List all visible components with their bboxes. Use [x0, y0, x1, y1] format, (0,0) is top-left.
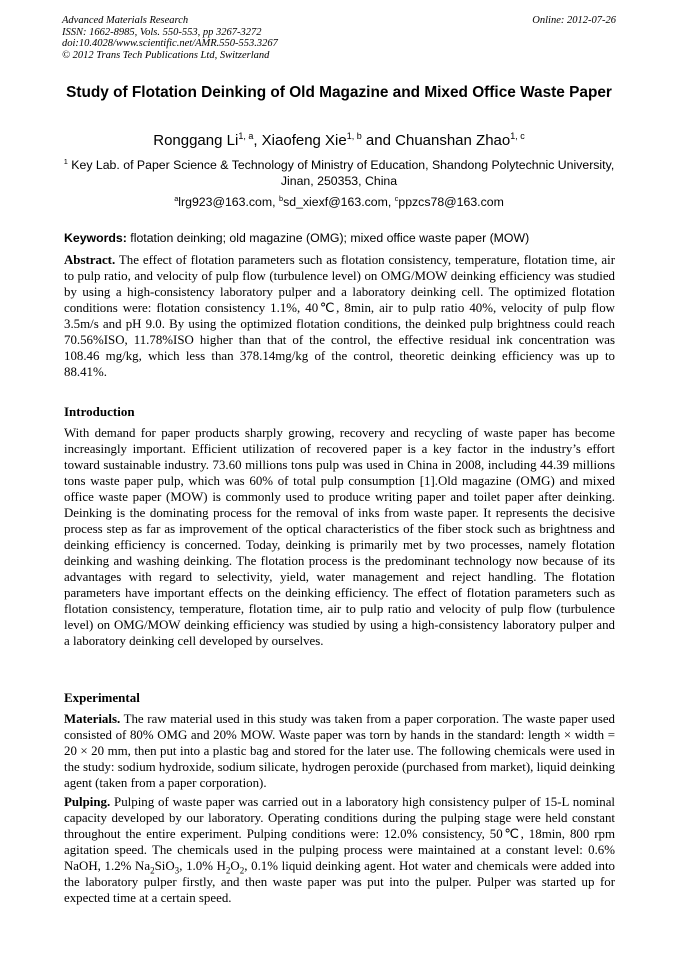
affiliation-text: Key Lab. of Paper Science & Technology of Ministry of Education, Shandong Polytechnic University, Jinan, 250353, China [67, 158, 615, 188]
doi-line: doi:10.4028/www.scientific.net/AMR.550-553.3267 [62, 38, 278, 49]
introduction-text: With demand for paper products sharply growing, recovery and recycling of waste paper has become increasingly important. Efficient utilization of recovered paper is a key factor in the industry’s effort toward sustainable industry. 73.60 millions tons pulp was used in China in 2008, including 44.39 millions tons waste paper pulp, which was 60% of total pulp consumption [1].Old magazine (OMG) and mixed office waste paper (MOW) is commonly used to produce writing paper and toilet paper after deinking. Deinking is the dominating process for the removal of inks from waste paper. It represents the decisive process step as far as improvement of the optical characteristics of the fiber stock such as brightness and deinking efficiency is concerned. Today, deinking is primarily met by two processes, namely flotation deinking and washing deinking. The flotation process is the predominant technology now because of its advantages with regard to selectivity, yield, water management and reject handling. The flotation parameters have important effects on the deinking efficiency. The effect of flotation parameters such as flotation consistency, temperature, flotation time, air to pulp ratio and velocity of pulp flow (turbulence level) on OMG/MOW deinking efficiency was studied by using a high-consistency laboratory pulper and a laboratory deinking cell developed by ourselves. [64, 426, 615, 648]
pulping-paragraph [64, 794, 615, 906]
pulping-label: Pulping. [64, 795, 111, 809]
author-name: Ronggang Li [153, 132, 239, 149]
abstract [64, 252, 615, 380]
journal-name: Advanced Materials Research [62, 15, 189, 26]
author-name: Xiaofeng Xie [261, 132, 347, 149]
keywords-label: Keywords: [64, 231, 127, 245]
email-sup: c [394, 193, 399, 203]
email-link[interactable]: sd_xiexf@163.com, [283, 195, 395, 209]
paper-title: Study of Flotation Deinking of Old Magazine and Mixed Office Waste Paper [66, 84, 612, 101]
online-date: Online: 2012-07-26 [532, 15, 616, 26]
email-link[interactable]: ppzcs78@163.com [398, 195, 504, 209]
author-sup: 1, b [346, 131, 362, 141]
email-sup: b [278, 193, 284, 203]
formula-part: , 1.0% H [179, 859, 226, 873]
formula-subscript: 3 [174, 865, 180, 876]
pulping-text: , 0.1% liquid deinking agent. Hot water and chemicals were added into the laboratory pulper firstly, and then waste paper was put into the pulper. Pulper was started up for expected time at a certain speed. [64, 859, 615, 905]
author-separator: , [253, 132, 262, 149]
keywords [64, 230, 616, 246]
formula-part: SiO [154, 859, 175, 873]
email-sup: a [174, 193, 179, 203]
abstract-label: Abstract. [64, 253, 116, 267]
abstract-text: The effect of flotation parameters such as flotation consistency, temperature, flotation time, air to pulp ratio, and velocity of pulp flow (turbulence level) on OMG/MOW deinking efficiency was studied by using a high-consistency laboratory pulper and a laboratory deinking cell. The optimized flotation conditions were: flotation consistency 1.1%, 40℃, 8min, air to pulp ratio 40%, velocity of pulp flow 3.5m/s and pH 9.0. By using the optimized flotation conditions, the deinked pulp brightness could reach 70.56%ISO, 11.78%ISO higher than that of the control, the effective residual ink concentration was 108.46 mg/kg, which less than 378.14mg/kg of the control, theoretic deinking efficiency was up to 88.41%. [64, 253, 615, 379]
formula-subscript: 2 [225, 865, 231, 876]
author-name: Chuanshan Zhao [395, 132, 511, 149]
introduction-heading: Introduction [64, 404, 135, 419]
affiliation [62, 157, 616, 189]
formula-subscript: 2 [150, 865, 155, 876]
email-link[interactable]: lrg923@163.com, [178, 195, 279, 209]
formula-subscript: 2 [239, 865, 245, 876]
materials-label: Materials. [64, 712, 121, 726]
author-separator: and [361, 132, 396, 149]
journal-header [62, 15, 616, 61]
pulping-text: Pulping of waste paper was carried out in a laboratory high consistency pulper of 15-L nominal capacity developed by our laboratory. Operating conditions during the pulping stage were held constant throughout the entire experiment. Pulping conditions were: 12.0% consistency, 50℃, 18min, 800 rpm agitation speed. The chemicals used in the pulping process were maintained at a constant level: 0.6% NaOH, 1.2% Na [64, 795, 615, 873]
formula-part: O [230, 859, 240, 873]
materials-paragraph [64, 711, 615, 791]
affiliation-sup: 1 [63, 156, 68, 166]
materials-text: The raw material used in this study was taken from a paper corporation. The waste paper used consisted of 80% OMG and 20% MOW. Waste paper was torn by hands in the standard: length × width = 20 × 20 mm, then put into a plastic bag and stored for the later use. The following chemicals were used in the study: sodium hydroxide, sodium silicate, hydrogen peroxide (purchased from market), liquid deinking agent (taken from a paper corporation). [64, 712, 615, 790]
author-sup: 1, c [510, 131, 525, 141]
keywords-text: flotation deinking; old magazine (OMG); mixed office waste paper (MOW) [126, 231, 530, 245]
author-list [62, 131, 616, 151]
experimental-heading: Experimental [64, 690, 140, 705]
copyright-line: © 2012 Trans Tech Publications Ltd, Switzerland [62, 49, 270, 61]
author-sup: 1, a [238, 131, 254, 141]
author-emails [62, 194, 616, 210]
issn-line: ISSN: 1662-8985, Vols. 550-553, pp 3267-3272 [62, 26, 262, 38]
